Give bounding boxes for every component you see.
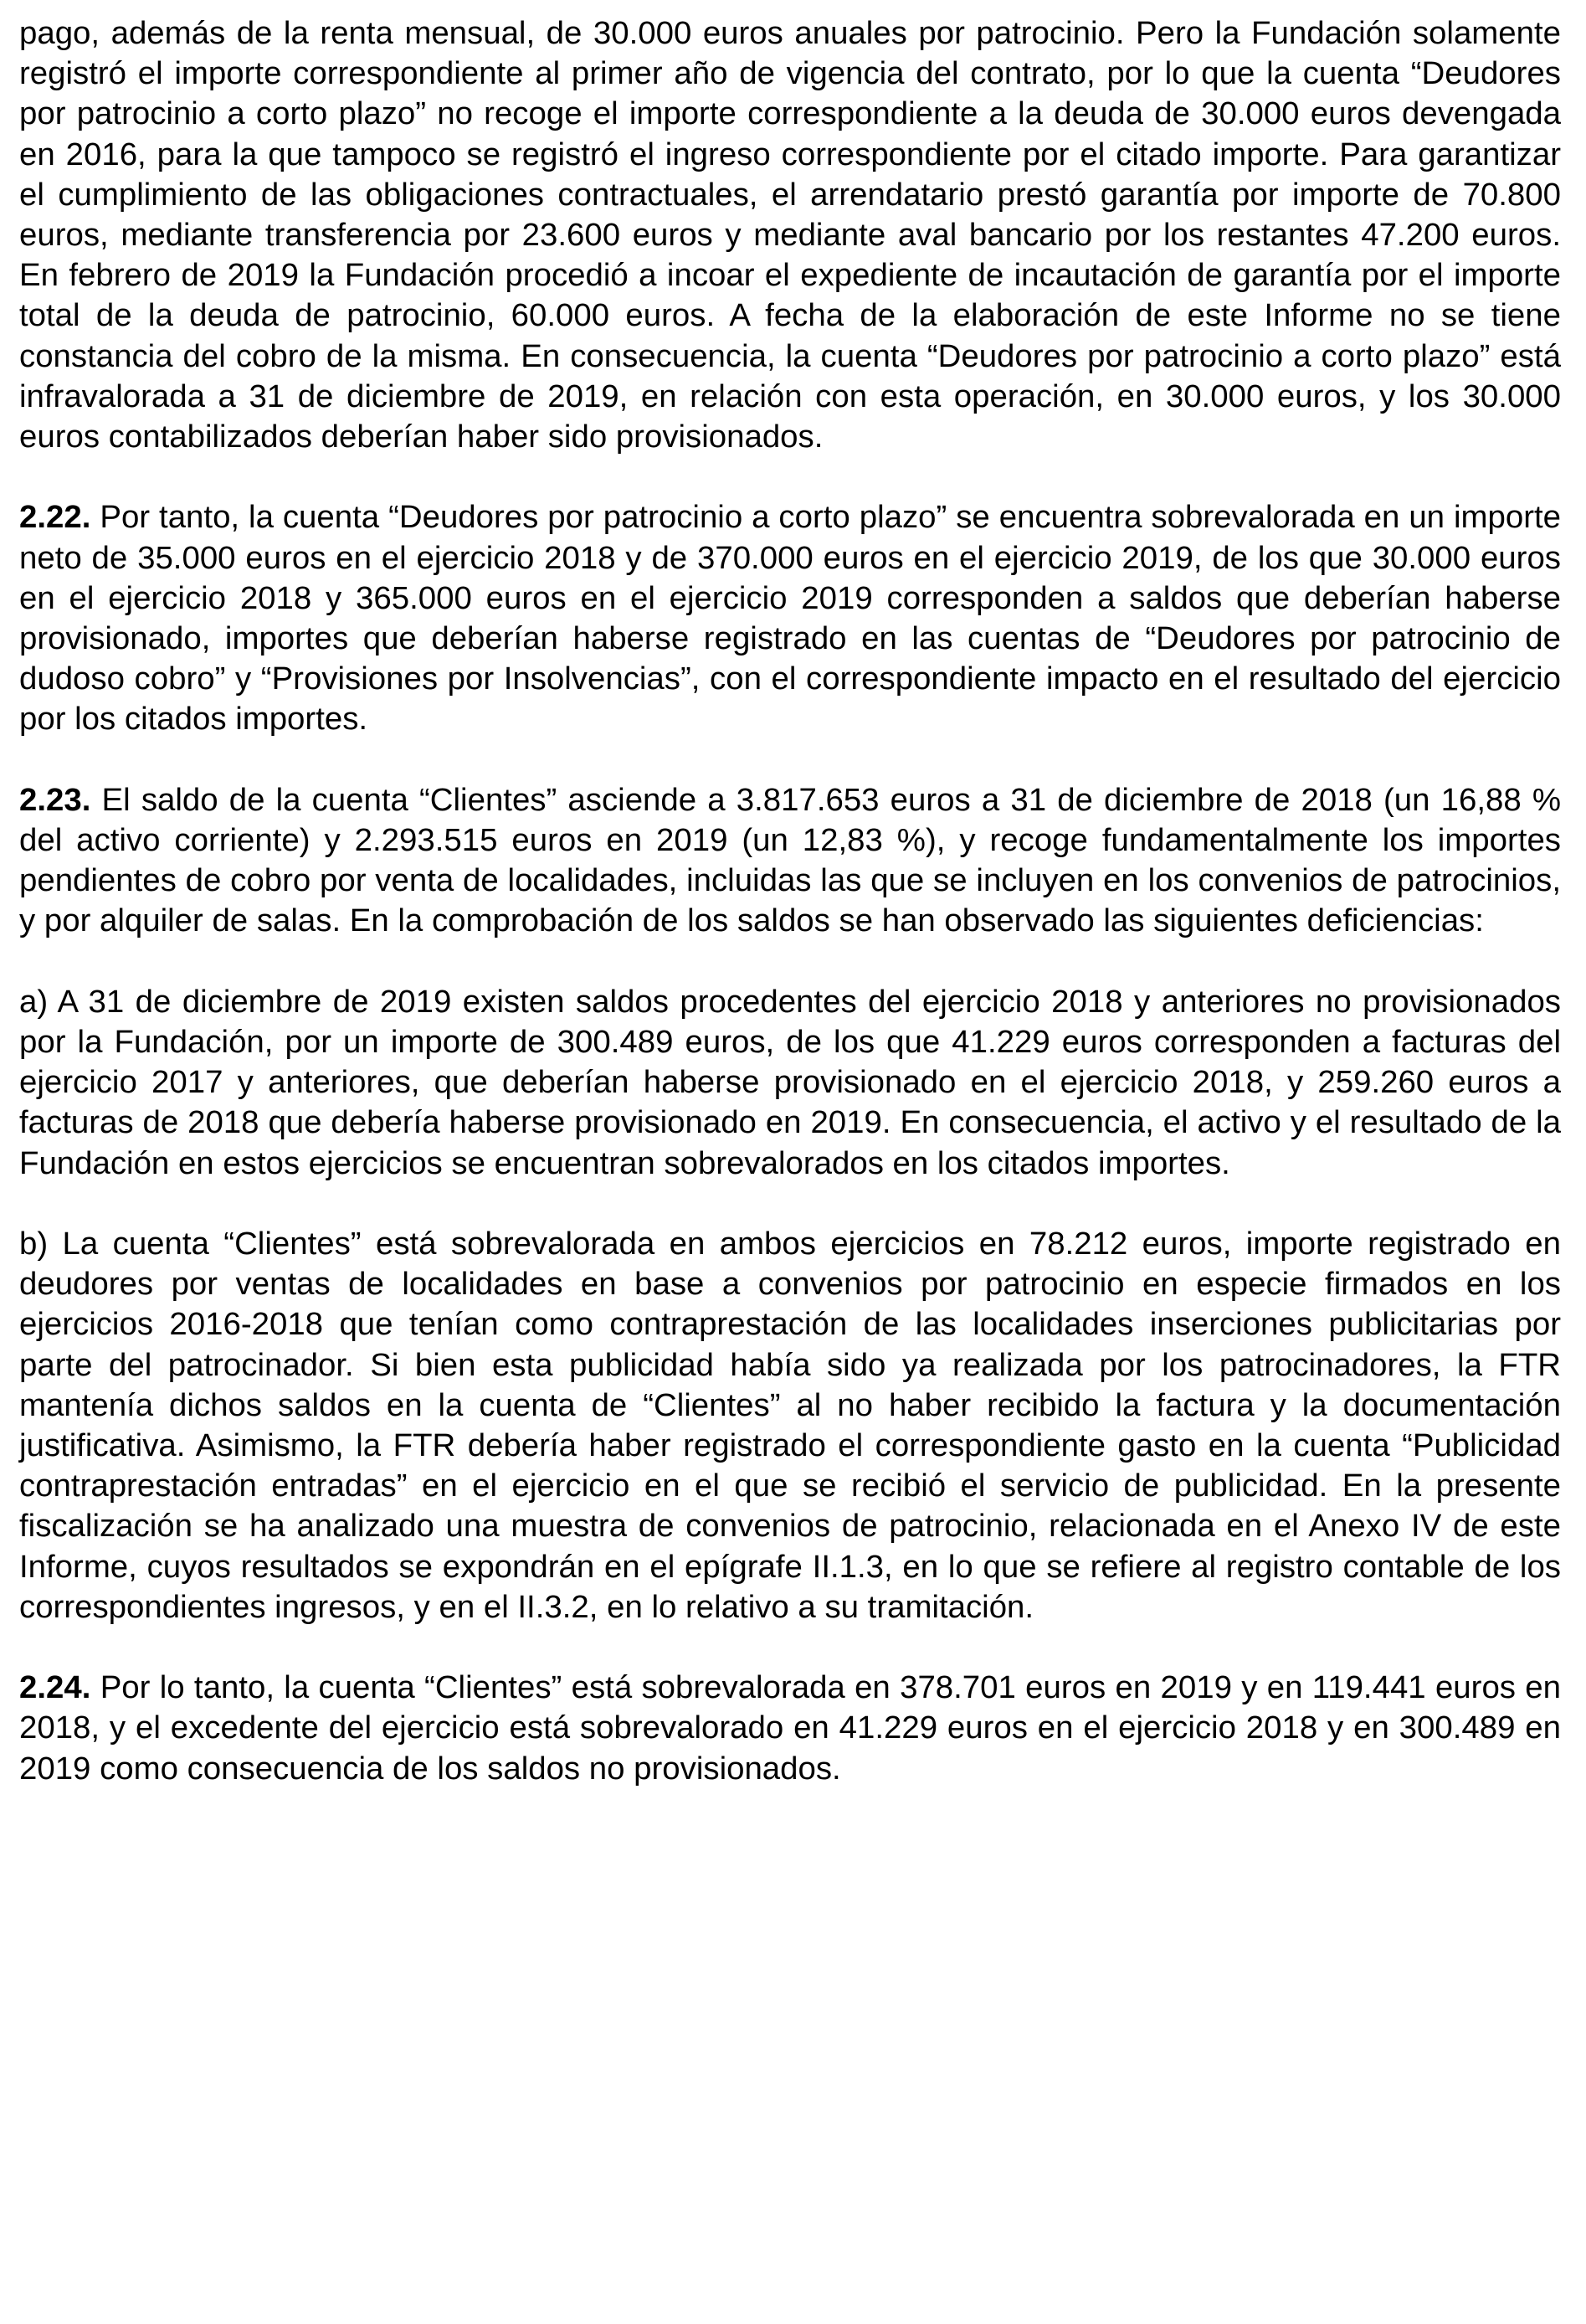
paragraph-continuation — [19, 13, 1561, 457]
paragraph-text: a) A 31 de diciembre de 2019 existen saldos procedentes del ejercicio 2018 y anteriores no provisionados por la Fundación, por un importe de 300.489 euros, de los que 41.229 euros corresponden a facturas del ejercicio 2017 y anteriores, que deberían haberse provisionado en el ejercicio 2018, y 259.260 euros a facturas de 2018 que debería haberse provisionado en 2019. En consecuencia, el activo y el resultado de la Fundación en estos ejercicios se encuentran sobrevalorados en los citados importes. — [19, 983, 1561, 1181]
paragraph-2-23-b — [19, 1224, 1561, 1627]
paragraph-text: b) La cuenta “Clientes” está sobrevalorada en ambos ejercicios en 78.212 euros, importe registrado en deudores por ventas de localidades en base a convenios por patrocinio en especie firmados en los ejercicios 2016-2018 que tenían como contraprestación de las localidades inserciones publicitarias por parte del patrocinador. Si bien esta publicidad había sido ya realizada por los patrocinadores, la FTR mantenía dichos saldos en la cuenta de “Clientes” al no haber recibido la factura y la documentación justificativa. Asimismo, la FTR debería haber registrado el correspondiente gasto en la cuenta “Publicidad contraprestación entradas” en el ejercicio en el que se recibió el servicio de publicidad. En la presente fiscalización se ha analizado una muestra de convenios de patrocinio, relacionada en el Anexo IV de este Informe, cuyos resultados se expondrán en el epígrafe II.1.3, en lo que se refiere al registro contable de los correspondientes ingresos, y en el II.3.2, en lo relativo a su tramitación. — [19, 1226, 1561, 1625]
paragraph-text: Por tanto, la cuenta “Deudores por patrocinio a corto plazo” se encuentra sobrevalorada en un importe neto de 35.000 euros en el ejercicio 2018 y de 370.000 euros en el ejercicio 2019, de los que 30.000 euros en el ejercicio 2018 y 365.000 euros en el ejercicio 2019 corresponden a saldos que deberían haberse provisionado, importes que deberían haberse registrado en las cuentas de “Deudores por patrocinio de dudoso cobro” y “Provisiones por Insolvencias”, con el correspondiente impacto en el resultado del ejercicio por los citados importes. — [19, 499, 1561, 738]
paragraph-number: 2.23. — [19, 781, 91, 818]
paragraph-2-22 — [19, 497, 1561, 739]
paragraph-number: 2.22. — [19, 499, 91, 536]
paragraph-text: El saldo de la cuenta “Clientes” asciende a 3.817.653 euros a 31 de diciembre de 2018 (un 16,88 % del activo corriente) y 2.293.515 euros en 2019 (un 12,83 %), y recoge fundamentalmente los importes pendientes de cobro por venta de localidades, incluidas las que se incluyen en los convenios de patrocinios, y por alquiler de salas. En la comprobación de los saldos se han observado las siguientes deficiencias: — [19, 781, 1561, 939]
paragraph-2-23 — [19, 780, 1561, 942]
paragraph-2-23-a — [19, 982, 1561, 1184]
paragraph-text: pago, además de la renta mensual, de 30.000 euros anuales por patrocinio. Pero la Fundación solamente registró el importe correspondiente al primer año de vigencia del contrato, por lo que la cuenta “Deudores por patrocinio a corto plazo” no recoge el importe correspondiente a la deuda de 30.000 euros devengada en 2016, para la que tampoco se registró el ingreso correspondiente por el citado importe. Para garantizar el cumplimiento de las obligaciones contractuales, el arrendatario prestó garantía por importe de 70.800 euros, mediante transferencia por 23.600 euros y mediante aval bancario por los restantes 47.200 euros. En febrero de 2019 la Fundación procedió a incoar el expediente de incautación de garantía por el importe total de la deuda de patrocinio, 60.000 euros. A fecha de la elaboración de este Informe no se tiene constancia del cobro de la misma. En consecuencia, la cuenta “Deudores por patrocinio a corto plazo” está infravalorada a 31 de diciembre de 2019, en relación con esta operación, en 30.000 euros, y los 30.000 euros contabilizados deberían haber sido provisionados. — [19, 15, 1561, 455]
paragraph-text: Por lo tanto, la cuenta “Clientes” está sobrevalorada en 378.701 euros en 2019 y en 119.441 euros en 2018, y el excedente del ejercicio está sobrevalorado en 41.229 euros en el ejercicio 2018 y en 300.489 en 2019 como consecuencia de los saldos no provisionados. — [19, 1669, 1561, 1787]
document-page — [19, 13, 1561, 1789]
paragraph-number: 2.24. — [19, 1669, 91, 1706]
paragraph-2-24 — [19, 1668, 1561, 1789]
